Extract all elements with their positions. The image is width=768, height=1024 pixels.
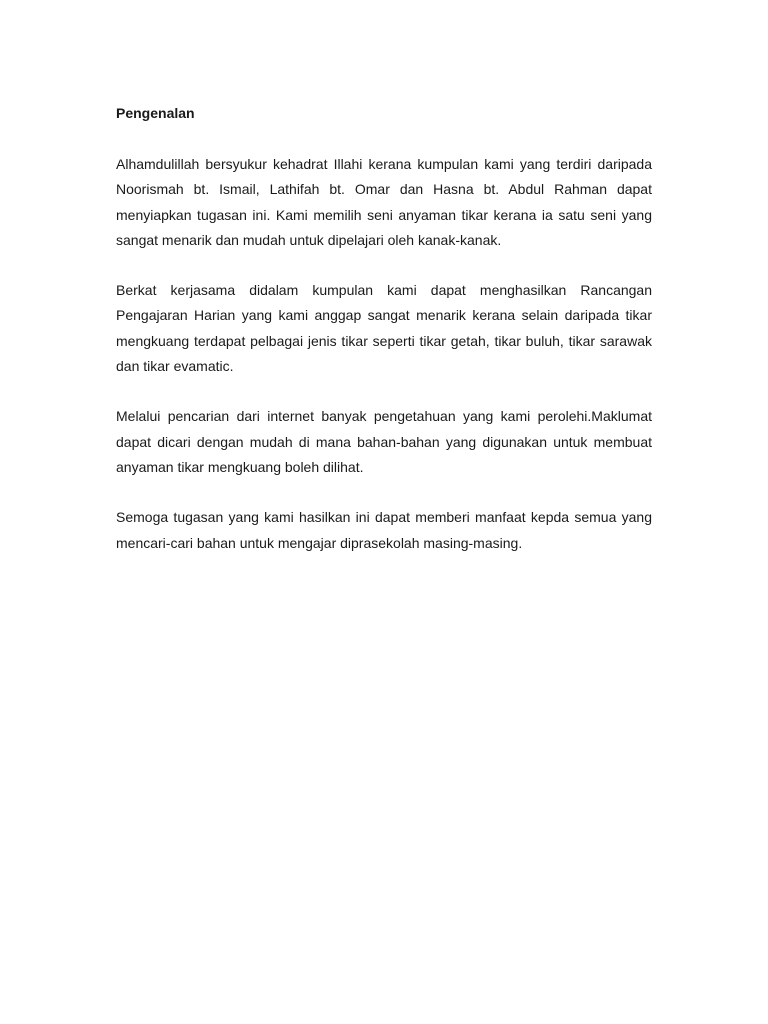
document-heading: Pengenalan <box>116 105 195 121</box>
paragraph-1: Alhamdulillah bersyukur kehadrat Illahi kerana kumpulan kami yang terdiri daripada Noorismah bt. Ismail, Lathifah bt. Omar dan Hasna bt. Abdul Rahman dapat menyiapkan tugasan ini. Kami memilih seni anyaman tikar kerana ia satu seni yang sangat menarik dan mudah untuk dipelajari oleh kanak-kanak. <box>116 156 652 248</box>
paragraph-4: Semoga tugasan yang kami hasilkan ini dapat memberi manfaat kepda semua yang mencari-cari bahan untuk mengajar diprasekolah masing-masing. <box>116 509 652 551</box>
paragraph-3: Melalui pencarian dari internet banyak pengetahuan yang kami perolehi.Maklumat dapat dicari dengan mudah di mana bahan-bahan yang digunakan untuk membuat anyaman tikar mengkuang boleh dilihat. <box>116 408 652 475</box>
document-body <box>116 103 652 581</box>
paragraph-2: Berkat kerjasama didalam kumpulan kami dapat menghasilkan Rancangan Pengajaran Harian yang kami anggap sangat menarik kerana selain daripada tikar mengkuang terdapat pelbagai jenis tikar seperti tikar getah, tikar buluh, tikar sarawak dan tikar evamatic. <box>116 282 652 375</box>
